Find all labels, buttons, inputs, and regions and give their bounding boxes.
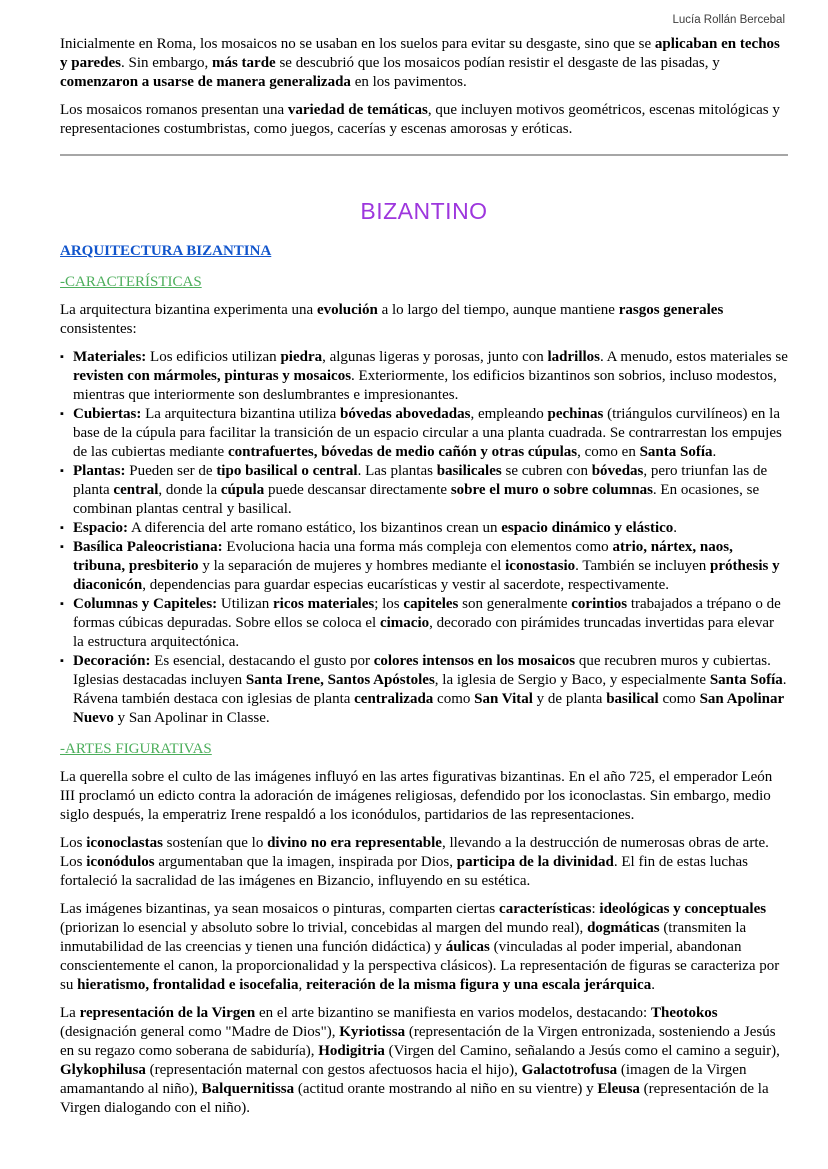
- paragraph-mosaicos-tematicas: Los mosaicos romanos presentan una variedad de temáticas, que incluyen motivos geométricos, escenas mitológicas y representaciones costumbristas, como juegos, cacerías y escenas amorosas y eróticas.: [60, 102, 780, 137]
- list-item-cubiertas: ▪ Cubiertas: La arquitectura bizantina utiliza bóvedas abovedadas, empleando pechinas (triángulos curvilíneos) en la base de la cúpula para facilitar la transición de un espacio circular a una planta cuadrada. Se contrarrestan los empujes de las cubiertas mediante contrafuertes, bóvedas de medio cañón y otras cúpulas, como en Santa Sofía.: [60, 405, 788, 462]
- section-title-bizantino: BIZANTINO: [360, 198, 488, 224]
- paragraph-representacion-virgen: La representación de la Virgen en el arte bizantino se manifiesta en varios modelos, destacando: Theotokos (designación general como "Madre de Dios"), Kyriotissa (representación de la Virgen entronizada, sosteniendo a Jesús en su regazo como soberana de sabiduría), Hodigitria (Virgen del Camino, señalando a Jesús como el camino a seguir), Glykophilusa (representación maternal con gestos afectuosos hacia el hijo), Galactotrofusa (imagen de la Virgen amamantando al niño), Balquernitissa (actitud orante mostrando al niño en su vientre) y Eleusa (representación de la Virgen dialogando con el niño).: [60, 1005, 780, 1116]
- caracteristicas-list: [60, 348, 788, 728]
- heading-caracteristicas: -CARACTERÍSTICAS: [60, 274, 202, 290]
- list-item-espacio: ▪ Espacio: A diferencia del arte romano estático, los bizantinos crean un espacio dinámico y elástico.: [60, 519, 788, 538]
- paragraph-evolucion: La arquitectura bizantina experimenta una evolución a lo largo del tiempo, aunque mantiene rasgos generales consistentes:: [60, 302, 724, 337]
- list-item-materiales: ▪ Materiales: Los edificios utilizan piedra, algunas ligeras y porosas, junto con ladrillos. A menudo, estos materiales se revisten con mármoles, pinturas y mosaicos. Exteriormente, los edificios bizantinos son sobrios, incluso modestos, mientras que interiormente son deslumbrantes e impresionantes.: [60, 348, 788, 405]
- heading-artes-figurativas: -ARTES FIGURATIVAS: [60, 741, 212, 757]
- paragraph-iconoclastas: Los iconoclastas sostenían que lo divino no era representable, llevando a la destrucción de numerosas obras de arte. Los iconódulos argumentaban que la imagen, inspirada por Dios, participa de la divinidad. El fin de estas luchas fortaleció la sacralidad de las imágenes en Bizancio, influyendo en su estética.: [60, 835, 769, 889]
- author-name: Lucía Rollán Bercebal: [672, 14, 785, 26]
- list-item-plantas: ▪ Plantas: Pueden ser de tipo basilical o central. Las plantas basilicales se cubren con bóvedas, pero triunfan las de planta central, donde la cúpula puede descansar directamente sobre el muro o sobre columnas. En ocasiones, se combinan plantas central y basilical.: [60, 462, 788, 519]
- list-item-basilica-paleocristiana: ▪ Basílica Paleocristiana: Evoluciona hacia una forma más compleja con elementos como atrio, nártex, naos, tribuna, presbiterio y la separación de mujeres y hombres mediante el iconostasio. También se incluyen próthesis y diaconicón, dependencias para guardar especias eucarísticas y vestir al sacerdote, respectivamente.: [60, 538, 788, 595]
- list-item-columnas-capiteles: ▪ Columnas y Capiteles: Utilizan ricos materiales; los capiteles son generalmente corintios trabajados a trépano o de formas cúbicas depuradas. Sobre ellos se coloca el cimacio, decorado con pirámides truncadas invertidas para elevar la estructura arquitectónica.: [60, 595, 788, 652]
- paragraph-caracteristicas-imagenes: Las imágenes bizantinas, ya sean mosaicos o pinturas, comparten ciertas características: ideológicas y conceptuales (priorizan lo esencial y absoluto sobre lo trivial, concebidas al margen del mundo real), dogmáticas (transmiten la inmutabilidad de las creencias y tienen una función didáctica) y áulicas (vinculadas al poder imperial, abandonan conscientemente el canon, la proporcionalidad y la perspectiva clásicos). La representación de figuras se caracteriza por su hieratismo, frontalidad e isocefalia, reiteración de la misma figura y una escala jerárquica.: [60, 901, 780, 993]
- list-item-decoracion: ▪ Decoración: Es esencial, destacando el gusto por colores intensos en los mosaicos que recubren muros y cubiertas. Iglesias destacadas incluyen Santa Irene, Santos Apóstoles, la iglesia de Sergio y Baco, y especialmente Santa Sofía. Rávena también destaca con iglesias de planta centralizada como San Vital y de planta basilical como San Apolinar Nuevo y San Apolinar in Classe.: [60, 652, 788, 728]
- paragraph-mosaicos-suelos: Inicialmente en Roma, los mosaicos no se usaban en los suelos para evitar su desgaste, sino que se aplicaban en techos y paredes. Sin embargo, más tarde se descubrió que los mosaicos podían resistir el desgaste de las pisadas, y comenzaron a usarse de manera generalizada en los pavimentos.: [60, 36, 780, 90]
- heading-arquitectura-bizantina: ARQUITECTURA BIZANTINA: [60, 243, 272, 259]
- section-divider: [60, 154, 788, 156]
- paragraph-querella: La querella sobre el culto de las imágenes influyó en las artes figurativas bizantinas. En el año 725, el emperador León III proclamó un edicto contra la adoración de imágenes religiosas, defendido por los iconoclastas. Sin embargo, medio siglo después, la emperatriz Irene respaldó a los iconódulos, partidarios de las representaciones.: [60, 769, 773, 823]
